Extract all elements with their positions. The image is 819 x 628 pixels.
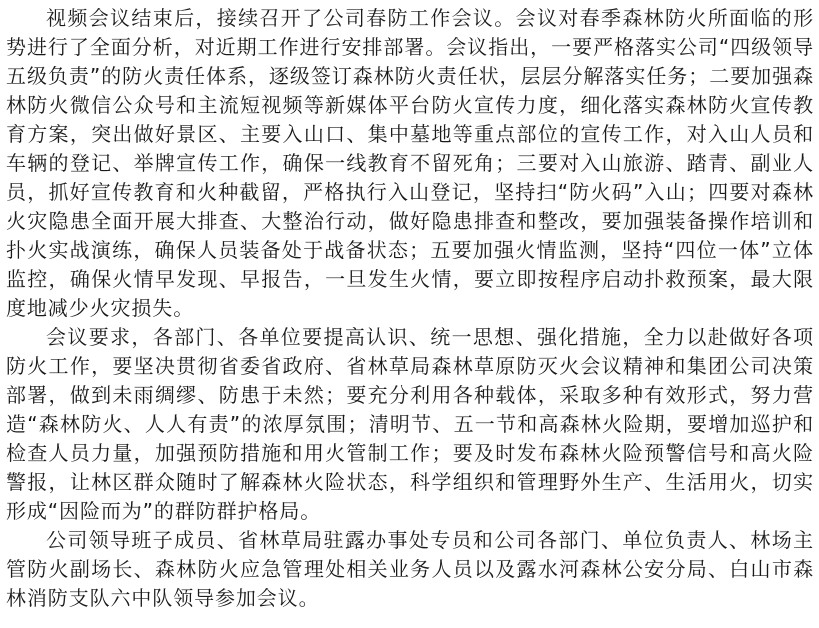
paragraph-attendees: 公司领导班子成员、省林草局驻露办事处专员和公司各部门、单位负责人、林场主管防火副场长、森林防火应急管理处相关业务人员以及露水河森林公安分局、白山市森林消防支队六中队领导参加会议。 [6,528,814,610]
paragraph-meeting-summary: 视频会议结束后，接续召开了公司春防工作会议。会议对春季森林防火所面临的形势进行了全面分析，对近期工作进行安排部署。会议指出，一要严格落实公司“四级领导五级负责”的防火责任体系，逐级签订森林防火责任状，层层分解落实任务；二要加强森林防火微信公众号和主流短视频等新媒体平台防火宣传力度，细化落实森林防火宣传教育方案，突出做好景区、主要入山口、集中墓地等重点部位的宣传工作，对入山人员和车辆的登记、举牌宣传工作，确保一线教育不留死角；三要对入山旅游、踏青、副业人员，抓好宣传教育和火种截留，严格执行入山登记，坚持扫“防火码”入山；四要对森林火灾隐患全面开展大排查、大整治行动，做好隐患排查和整改，要加强装备操作培训和扑火实战演练，确保人员装备处于战备状态；五要加强火情监测，坚持“四位一体”立体监控，确保火情早发现、早报告，一旦发生火情，要立即按程序启动扑救预案，最大限度地减少火灾损失。 [6,6,814,320]
paragraph-meeting-requirements: 会议要求，各部门、各单位要提高认识、统一思想、强化措施，全力以赴做好各项防火工作，要坚决贯彻省委省政府、省林草局森林草原防灭火会议精神和集团公司决策部署，做到未雨绸缪、防患于未然；要充分利用各种载体，采取多种有效形式，努力营造“森林防火、人人有责”的浓厚氛围；清明节、五一节和高森林火险期，要增加巡护和检查人员力量，加强预防措施和用火管制工作；要及时发布森林火险预警信号和高火险警报，让林区群众随时了解森林火险状态，科学组织和管理野外生产、生活用火，切实形成“因险而为”的群防群护格局。 [6,325,814,523]
article-body [6,4,814,613]
